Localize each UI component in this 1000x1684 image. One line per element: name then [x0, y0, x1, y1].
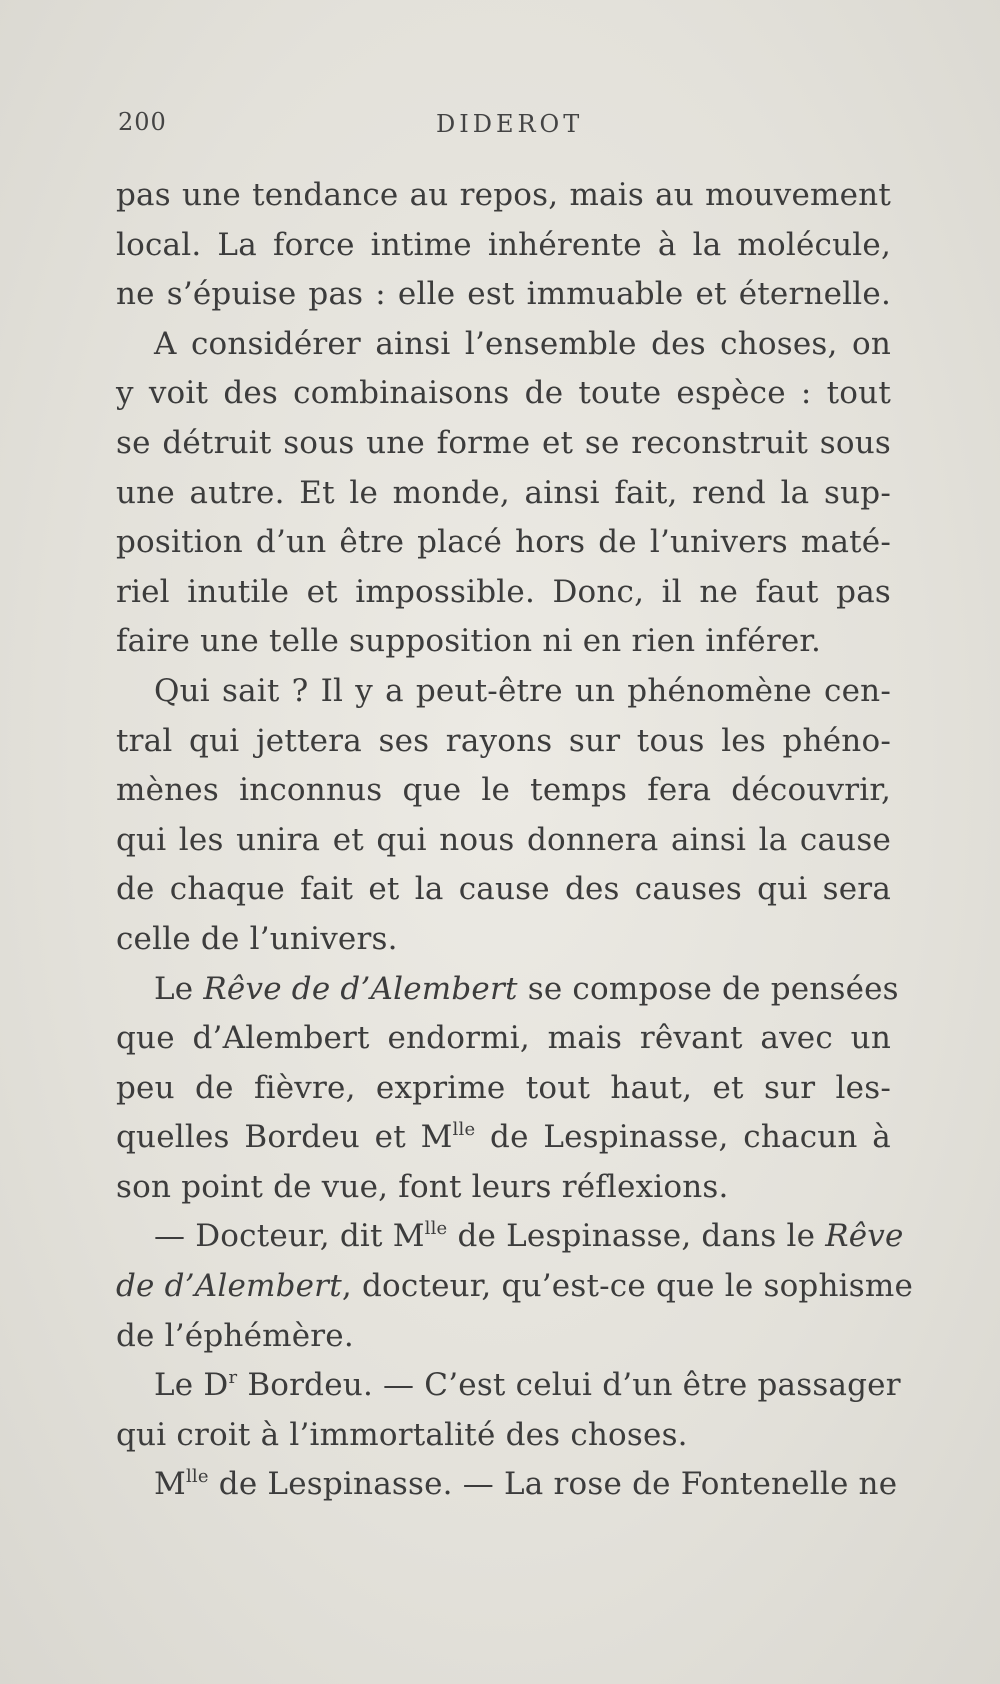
text-segment: de chaque fait et la cause des causes qui sera — [116, 871, 891, 908]
page-header — [118, 108, 888, 148]
text-line — [116, 419, 891, 469]
text-segment: M — [154, 1466, 186, 1503]
text-line — [116, 518, 891, 568]
text-segment: tral qui jettera ses rayons sur tous les phéno- — [116, 722, 891, 759]
text-segment: qui les unira et qui nous donnera ainsi la cause — [116, 821, 891, 858]
text-line — [116, 568, 891, 618]
superscript: r — [228, 1367, 238, 1389]
italic-title: Rêve — [825, 1218, 904, 1255]
text-segment: se détruit sous une forme et se reconstruit sous — [116, 424, 891, 461]
text-segment: , docteur, qu’est-ce que le sophisme — [341, 1268, 914, 1305]
text-line — [116, 171, 891, 221]
text-segment: y voit des combinaisons de toute espèce : tout — [116, 375, 891, 412]
text-segment: qui croit à l’immortalité des choses. — [116, 1416, 688, 1453]
text-segment: celle de l’univers. — [116, 920, 398, 957]
body-text — [116, 171, 914, 1510]
text-segment: de Lespinasse, dans le — [447, 1218, 826, 1255]
text-line — [116, 965, 899, 1015]
text-line — [116, 667, 891, 717]
text-segment: A considérer ainsi l’ensemble des choses, on — [154, 325, 891, 362]
text-line — [116, 915, 891, 965]
text-segment: riel inutile et impossible. Donc, il ne faut pas — [116, 573, 891, 610]
text-segment: ne s’épuise pas : elle est immuable et éternelle. — [116, 276, 891, 313]
text-line — [116, 766, 891, 816]
text-segment: quelles Bordeu et M — [116, 1119, 453, 1156]
text-line — [116, 1262, 914, 1312]
text-segment: Le — [154, 970, 204, 1007]
page-number: 200 — [118, 108, 167, 136]
text-line — [116, 469, 891, 519]
text-segment: de Lespinasse, chacun à — [475, 1119, 891, 1156]
text-line — [116, 617, 891, 667]
text-line — [116, 1113, 891, 1163]
text-line — [116, 816, 891, 866]
text-line — [116, 717, 891, 767]
text-line — [116, 1312, 891, 1362]
text-segment: mènes inconnus que le temps fera découvrir, — [116, 772, 891, 809]
text-segment: de l’éphémère. — [116, 1317, 354, 1354]
italic-title: Rêve de d’Alembert — [203, 970, 518, 1007]
superscript: lle — [424, 1218, 448, 1240]
text-line — [116, 320, 891, 370]
text-line — [116, 1212, 904, 1262]
text-line — [116, 1411, 891, 1461]
text-line — [116, 1014, 891, 1064]
text-line — [116, 1460, 898, 1510]
running-head: DIDEROT — [436, 110, 584, 138]
text-segment: — Docteur, dit M — [154, 1218, 425, 1255]
text-segment: de Lespinasse. — La rose de Fontenelle ne — [208, 1466, 898, 1503]
superscript: lle — [452, 1119, 476, 1141]
text-segment: faire une telle supposition ni en rien inférer. — [116, 623, 822, 660]
text-segment: une autre. Et le monde, ainsi fait, rend la sup- — [116, 474, 891, 511]
text-segment: son point de vue, font leurs réflexions. — [116, 1168, 729, 1205]
text-line — [116, 1361, 901, 1411]
text-segment: Bordeu. — C’est celui d’un être passager — [237, 1367, 901, 1404]
text-segment: Le D — [154, 1367, 229, 1404]
text-line — [116, 270, 891, 320]
text-segment: que d’Alembert endormi, mais rêvant avec un — [116, 1020, 891, 1057]
text-line — [116, 221, 891, 271]
text-segment: local. La force intime inhérente à la molécule, — [116, 226, 891, 263]
text-segment: se compose de pensées — [517, 970, 899, 1007]
superscript: lle — [185, 1466, 209, 1488]
text-line — [116, 865, 891, 915]
text-line — [116, 1163, 891, 1213]
text-segment: position d’un être placé hors de l’univers maté- — [116, 524, 891, 561]
text-line — [116, 1064, 891, 1114]
text-segment: peu de fièvre, exprime tout haut, et sur les- — [116, 1069, 891, 1106]
text-line — [116, 369, 891, 419]
text-segment: pas une tendance au repos, mais au mouvement — [116, 177, 891, 213]
italic-title: de d’Alembert — [116, 1268, 342, 1305]
text-segment: Qui sait ? Il y a peut-être un phénomène cen- — [154, 672, 891, 709]
